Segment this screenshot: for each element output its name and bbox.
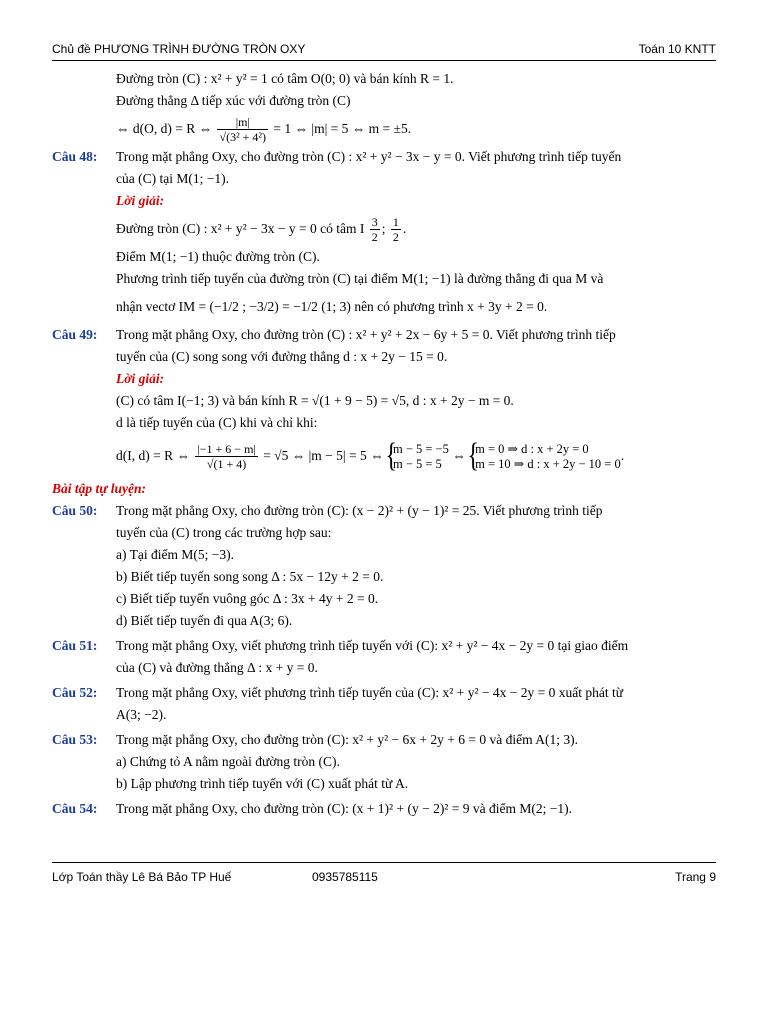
question-label: Câu 49: bbox=[52, 327, 98, 342]
equation-system: { m = 0 ⇒ d : x + 2y = 0 m = 10 ⇒ d : x + 2y − 10 = 0 bbox=[469, 442, 621, 472]
intro-line-1: Đường tròn (C) : x² + y² = 1 có tâm O(0; 0) và bán kính R = 1. bbox=[116, 71, 454, 86]
question-label: Câu 53: bbox=[52, 732, 98, 747]
footer-class-name: Lớp Toán thầy Lê Bá Bảo TP Huế bbox=[52, 870, 232, 884]
question-50: Câu 50: Trong mặt phẳng Oxy, cho đường tròn (C): (x − 2)² + (y − 1)² = 25. Viết phương trình tiếp tuyến của (C) trong các trường hợp sau: a) Tại điểm M(5; −3). b) Biết tiếp tuyến song song Δ : 5x − 12y + 2 = 0. c) Biết tiếp tuyến vuông góc Δ : 3x + 4y + 2 = 0. d) Biết tiếp tuyến đi qua A(3; 6). bbox=[52, 500, 716, 632]
fraction: $\frac{|m|}{\text{√(3² + 4²)}}$ bbox=[219, 115, 267, 145]
header-topic: Chủ đề PHƯƠNG TRÌNH ĐƯỜNG TRÒN OXY bbox=[52, 42, 306, 56]
question-48: Câu 48: Trong mặt phẳng Oxy, cho đường tròn (C) : x² + y² − 3x − y = 0. Viết phương trình tiếp tuyến của (C) tại M(1; −1). Lời giải: Đường tròn (C) : x² + y² − 3x − y = 0 có tâm I $\frac{3}{2}$ ; $\frac{1}{2}$ . Điểm M(1; −1) thuộc đường tròn (C). Phương trình tiếp tuyến của đường tròn (C) tại điểm M(1; −1) là đường thẳng đi qua M và nhận vectơ IM = (−1/2 ; −3/2) = −1/2 (1; 3) nên có phương trình x + 3y + 2 = 0. bbox=[52, 146, 716, 324]
solution-heading: Lời giải: bbox=[116, 371, 165, 386]
question-label: Câu 50: bbox=[52, 503, 98, 518]
intro-line-2: Đường thẳng Δ tiếp xúc với đường tròn (C) bbox=[116, 93, 351, 108]
page-header bbox=[52, 42, 716, 61]
question-54: Câu 54: Trong mặt phẳng Oxy, cho đường tròn (C): (x + 1)² + (y − 2)² = 9 và điểm M(2; −1). bbox=[52, 798, 716, 820]
page-content bbox=[52, 68, 716, 820]
question-label: Câu 51: bbox=[52, 638, 98, 653]
header-course: Toán 10 KNTT bbox=[638, 42, 716, 56]
question-51: Câu 51: Trong mặt phẳng Oxy, viết phương trình tiếp tuyến với (C): x² + y² − 4x − 2y = 0 tại giao điểm của (C) và đường thẳng Δ : x + y = 0. bbox=[52, 635, 716, 679]
question-52: Câu 52: Trong mặt phẳng Oxy, viết phương trình tiếp tuyến của (C): x² + y² − 4x − 2y = 0 xuất phát từ A(3; −2). bbox=[52, 682, 716, 726]
exercise-heading: Bài tập tự luyện: bbox=[52, 481, 146, 496]
intro-line-3: ⇔ d(O, d) = R ⇔ $\frac{|m|}{\text{√(3² + 4²)}}$ = 1 ⇔ |m| = 5 ⇔ m = ±5. bbox=[116, 115, 412, 145]
equation-system: { m − 5 = −5 m − 5 = 5 bbox=[387, 442, 449, 472]
solution-heading: Lời giải: bbox=[116, 193, 165, 208]
question-label: Câu 52: bbox=[52, 685, 98, 700]
question-label: Câu 54: bbox=[52, 801, 98, 816]
question-53: Câu 53: Trong mặt phẳng Oxy, cho đường tròn (C): x² + y² − 6x + 2y + 6 = 0 và điểm A(1; 3). a) Chứng tỏ A nằm ngoài đường tròn (C). b) Lập phương trình tiếp tuyến với (C) xuất phát từ A. bbox=[52, 729, 716, 795]
page-number: Trang 9 bbox=[675, 870, 716, 884]
question-49: Câu 49: Trong mặt phẳng Oxy, cho đường tròn (C) : x² + y² + 2x − 6y + 5 = 0. Viết phương trình tiếp tuyến của (C) song song với đường thẳng d : x + 2y − 15 = 0. Lời giải: (C) có tâm I(−1; 3) và bán kính R = √(1 + 9 − 5) = √5, d : x + 2y − m = 0. d là tiếp tuyến của (C) khi và chỉ khi: d(I, d) = R ⇔ $\frac{|-1 + 6 - m|}{√(1 + 4)}$ = √5 ⇔ |m − 5| = 5 ⇔ { m − 5 = −5 m − 5 = 5 ⇔ { m = 0 ⇒ d : x + 2y = 0 m = 10 ⇒ d : x + 2y − 10 = 0 . bbox=[52, 324, 716, 478]
question-label: Câu 48: bbox=[52, 149, 98, 164]
footer-phone: 0935785115 bbox=[312, 870, 378, 884]
page-footer bbox=[52, 862, 716, 885]
